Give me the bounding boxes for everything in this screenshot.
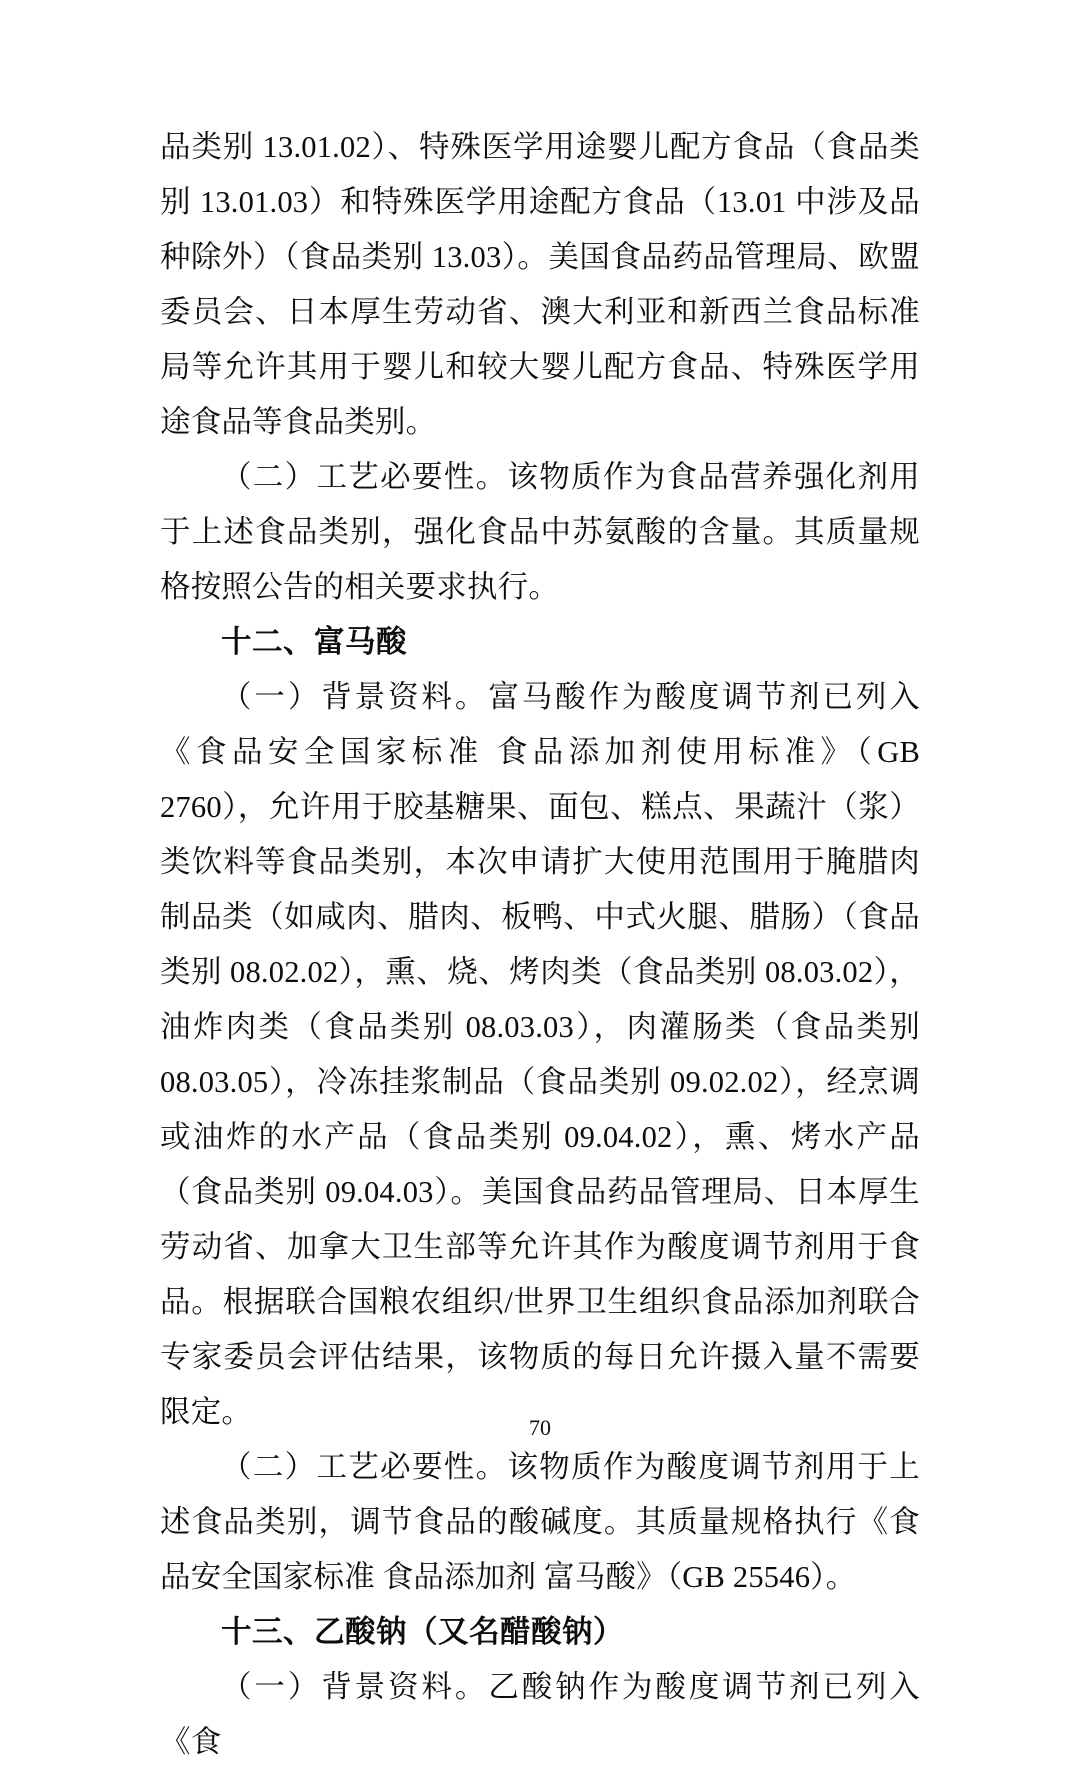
paragraph-sodium-acetate-background: （一）背景资料。乙酸钠作为酸度调节剂已列入《食 (160, 1670, 920, 1759)
paragraph-fumaric-acid-process-necessity: （二）工艺必要性。该物质作为酸度调节剂用于上述食品类别，调节食品的酸碱度。其质量规格执行《食品安全国家标准 食品添加剂 富马酸》（GB 25546）。 (160, 1450, 920, 1594)
paragraph-threonine-process-necessity: （二）工艺必要性。该物质作为食品营养强化剂用于上述食品类别，强化食品中苏氨酸的含量。其质量规格按照公告的相关要求执行。 (160, 460, 920, 604)
page-number: 70 (529, 1415, 551, 1440)
page-body (160, 120, 920, 1770)
paragraph-fumaric-acid-background: （一）背景资料。富马酸作为酸度调节剂已列入《食品安全国家标准 食品添加剂使用标准》（GB 2760），允许用于胶基糖果、面包、糕点、果蔬汁（浆）类饮料等食品类别，本次申请扩大使用范围用于腌腊肉制品类（如咸肉、腊肉、板鸭、中式火腿、腊肠）（食品类别 08.02.02），熏、烧、烤肉类（食品类别 08.03.02），油炸肉类（食品类别 08.03.03），肉灌肠类（食品类别 08.03.05），冷冻挂浆制品（食品类别 09.02.02），经烹调或油炸的水产品（食品类别 09.04.02），熏、烤水产品（食品类别 09.04.03）。美国食品药品管理局、日本厚生劳动省、加拿大卫生部等允许其作为酸度调节剂用于食品。根据联合国粮农组织/世界卫生组织食品添加剂联合专家委员会评估结果，该物质的每日允许摄入量不需要限定。 (160, 680, 920, 1429)
section-heading-fumaric-acid: 十二、富马酸 (221, 625, 407, 659)
paragraph-continuation-threonine: 品类别 13.01.02）、特殊医学用途婴儿配方食品（食品类别 13.01.03）和特殊医学用途配方食品（13.01 中涉及品种除外）（食品类别 13.03）。美国食品药品管理局、欧盟委员会、日本厚生劳动省、澳大利亚和新西兰食品标准局等允许其用于婴儿和较大婴儿配方食品、特殊医学用途食品等食品类别。 (160, 130, 920, 439)
section-heading-sodium-acetate: 十三、乙酸钠（又名醋酸钠） (221, 1615, 624, 1649)
